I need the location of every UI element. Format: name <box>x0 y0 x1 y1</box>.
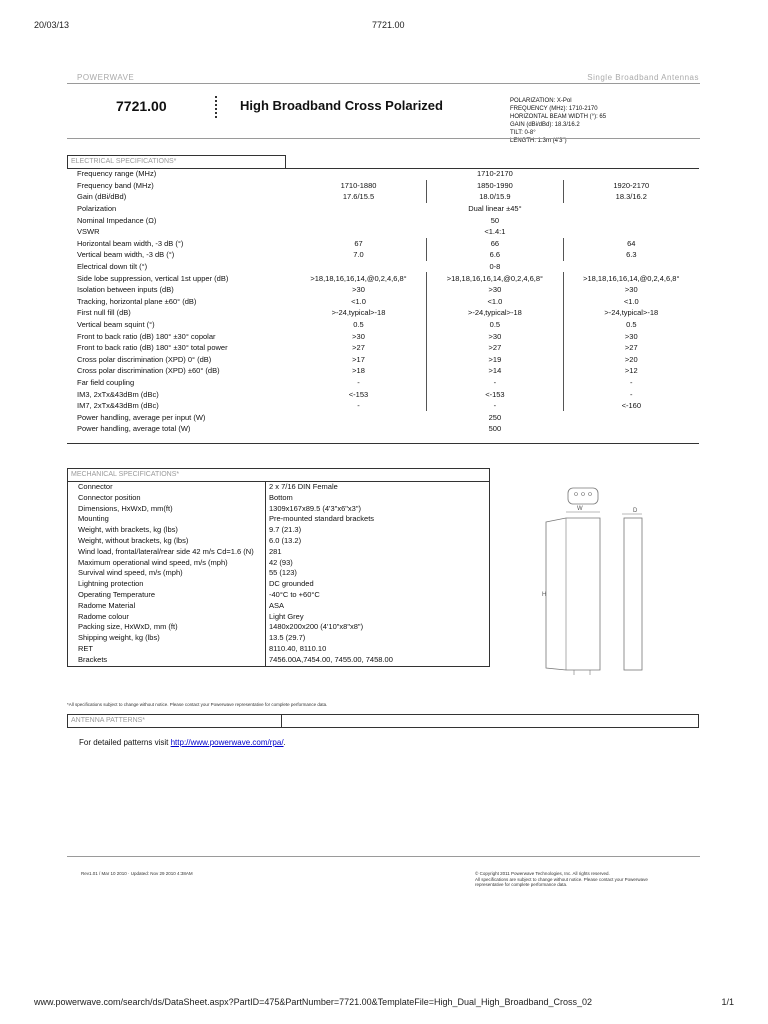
mechanical-row <box>68 547 490 558</box>
spec-value: >-24,typical>-18 <box>427 307 563 319</box>
spec-label: IM7, 2xTx&43dBm (dBc) <box>77 401 159 411</box>
spec-label: Connector position <box>68 493 266 504</box>
patterns-intro: For detailed patterns visit <box>79 738 171 747</box>
spec-value: >17 <box>352 354 365 364</box>
spec-value: 0.5 <box>563 319 699 331</box>
spec-label: Weight, with brackets, kg (lbs) <box>68 525 266 536</box>
electrical-row <box>67 400 699 412</box>
print-title: 7721.00 <box>372 20 405 30</box>
hole-marker <box>575 493 578 496</box>
spec-value: 50 <box>490 215 500 225</box>
mechanical-row <box>68 493 490 504</box>
spec-value: >27 <box>352 343 365 353</box>
spec-label: Frequency band (MHz) <box>77 180 154 190</box>
spec-label: Power handling, average total (W) <box>77 424 191 434</box>
spec-value: - <box>357 401 360 411</box>
mechanical-spec-table <box>67 481 490 667</box>
product-name: High Broadband Cross Polarized <box>240 98 443 113</box>
spec-value: 7.0 <box>353 250 364 260</box>
header-divider <box>67 83 700 84</box>
spec-value: >30 <box>427 330 563 342</box>
spec-value: 42 (93) <box>269 557 293 567</box>
electrical-section-header <box>67 155 286 169</box>
spec-value: >-24,typical>-18 <box>563 307 699 319</box>
spec-value: 1710-2170 <box>476 169 513 179</box>
spec-value: >30 <box>563 330 699 342</box>
specifications-note: *All specifications subject to change without notice. Please contact your Powerwave representative for complete performance data. <box>67 702 328 707</box>
spec-label: Electrical down tilt (°) <box>77 262 148 272</box>
electrical-row <box>67 354 699 366</box>
patterns-header-divider <box>281 715 282 727</box>
spec-value: 67 <box>354 238 363 248</box>
spec-value: <-153 <box>427 388 563 400</box>
summary-line: HORIZONTAL BEAM WIDTH (°): 65 <box>510 114 607 120</box>
spec-label: Radome Material <box>68 601 266 612</box>
spec-label: Packing size, HxWxD, mm (ft) <box>68 622 266 633</box>
copyright-block <box>475 871 648 888</box>
electrical-row <box>67 203 699 215</box>
spec-value: - <box>563 388 699 400</box>
spec-value: 55 (123) <box>269 568 297 578</box>
electrical-row <box>67 319 699 331</box>
spec-value: 0.5 <box>353 320 364 330</box>
spec-value: >27 <box>563 342 699 354</box>
electrical-row <box>67 226 699 238</box>
electrical-row <box>67 272 699 284</box>
spec-label: Far field coupling <box>77 377 135 387</box>
mechanical-row <box>68 525 490 536</box>
spec-value: <-160 <box>563 400 699 412</box>
electrical-row <box>67 423 699 435</box>
spec-value: 9.7 (21.3) <box>269 525 302 535</box>
brand-category: Single Broadband Antennas <box>587 73 699 82</box>
summary-line: POLARIZATION: X-Pol <box>510 98 572 104</box>
spec-value: 18.0/15.9 <box>427 191 563 203</box>
spec-value: - <box>427 377 563 389</box>
spec-value: 8110.40, 8110.10 <box>269 643 327 653</box>
electrical-row <box>67 191 699 203</box>
revision-info: Rev1.01 / Mar 10 2010 · Updated: Nov 29 2010 4:38AM <box>81 871 193 876</box>
electrical-row <box>67 296 699 308</box>
spec-value: 66 <box>427 238 563 250</box>
footer-divider <box>67 856 700 857</box>
spec-value: -40°C to +60°C <box>269 589 320 599</box>
spec-value: Dual linear ±45° <box>468 204 522 214</box>
spec-label: Cross polar discrimination (XPD) ±60° (dB) <box>77 366 220 376</box>
spec-value: 1850-1990 <box>427 180 563 192</box>
electrical-section-title: ELECTRICAL SPECIFICATIONS* <box>71 158 177 165</box>
spec-label: Lightning protection <box>68 579 266 590</box>
mechanical-row <box>68 655 490 666</box>
spec-value: >18,18,16,16,14,@0,2,4,6,8° <box>563 272 699 284</box>
spec-value: 64 <box>563 238 699 250</box>
electrical-row <box>67 214 699 226</box>
spec-value: ASA <box>269 600 285 610</box>
copyright-line: All specifications are subject to change without notice. Please contact your Powerwave <box>475 876 648 882</box>
spec-value: 281 <box>269 546 282 556</box>
spec-value: >14 <box>427 365 563 377</box>
w-label: W <box>577 506 583 512</box>
spec-label: Vertical beam squint (°) <box>77 320 155 330</box>
electrical-bottom-rule <box>67 443 699 444</box>
spec-value: >12 <box>563 365 699 377</box>
summary-line: TILT: 0-8° <box>510 130 536 136</box>
electrical-row <box>67 411 699 423</box>
electrical-row <box>67 388 699 400</box>
d-label: D <box>633 508 638 514</box>
spec-label: Radome colour <box>68 612 266 623</box>
spec-label: Cross polar discrimination (XPD) 0° (dB) <box>77 354 212 364</box>
spec-value: >30 <box>352 285 365 295</box>
patterns-suffix: . <box>283 738 286 747</box>
electrical-row <box>67 238 699 250</box>
copyright-line: © Copyright 2011 Powerwave Technologies, Inc. All rights reserved. <box>475 871 610 876</box>
brand-name: POWERWAVE <box>77 73 135 82</box>
electrical-row <box>67 249 699 261</box>
spec-label: IM3, 2xTx&43dBm (dBc) <box>77 389 159 399</box>
mechanical-row <box>68 601 490 612</box>
hole-marker <box>582 493 585 496</box>
spec-value: >18,18,16,16,14,@0,2,4,6,8° <box>427 272 563 284</box>
mechanical-row <box>68 504 490 515</box>
dotted-separator <box>215 96 217 118</box>
antenna-side-profile <box>546 518 600 670</box>
spec-value: 0.5 <box>427 319 563 331</box>
mechanical-row <box>68 568 490 579</box>
spec-value: >30 <box>427 284 563 296</box>
spec-label: Gain (dBi/dBd) <box>77 192 127 202</box>
spec-value: >18 <box>352 366 365 376</box>
spec-value: 6.3 <box>563 249 699 261</box>
spec-value: 7456.00A,7454.00, 7455.00, 7458.00 <box>269 654 393 664</box>
spec-value: >27 <box>427 342 563 354</box>
summary-line: FREQUENCY (MHz): 1710-2170 <box>510 106 598 112</box>
spec-value: <1.0 <box>351 296 366 306</box>
mechanical-row <box>68 482 490 493</box>
print-date: 20/03/13 <box>34 20 70 30</box>
spec-value: <1.0 <box>427 296 563 308</box>
spec-label: Vertical beam width, -3 dB (°) <box>77 250 175 260</box>
spec-value: 2 x 7/16 DIN Female <box>269 482 338 491</box>
mechanical-section-title: MECHANICAL SPECIFICATIONS* <box>71 471 180 478</box>
spec-label: Side lobe suppression, vertical 1st upper (dB) <box>77 273 229 283</box>
spec-label: Maximum operational wind speed, m/s (mph) <box>68 558 266 569</box>
part-number: 7721.00 <box>116 98 167 114</box>
spec-value: 6.0 (13.2) <box>269 535 302 545</box>
antenna-top-view <box>568 488 598 504</box>
patterns-section-header <box>67 714 699 728</box>
spec-label: Nominal Impedance (Ω) <box>77 215 157 225</box>
summary-line: GAIN (dBi/dBd): 18.3/16.2 <box>510 122 580 128</box>
spec-value: <1.4:1 <box>484 227 506 237</box>
patterns-section-title: ANTENNA PATTERNS* <box>71 717 146 724</box>
copyright-line: representative for complete performance data. <box>475 882 568 887</box>
spec-value: 500 <box>488 424 502 434</box>
electrical-row <box>67 365 699 377</box>
electrical-row <box>67 261 699 273</box>
electrical-row <box>67 180 699 192</box>
mechanical-row <box>68 579 490 590</box>
patterns-link[interactable]: http://www.powerwave.com/rpa/ <box>170 738 284 747</box>
spec-label: Polarization <box>77 204 117 214</box>
spec-label: VSWR <box>77 227 100 237</box>
spec-label: Isolation between inputs (dB) <box>77 285 174 295</box>
spec-value: 1920-2170 <box>563 180 699 192</box>
spec-label: Front to back ratio (dB) 180° ±30° total power <box>77 343 228 353</box>
spec-label: RET <box>68 644 266 655</box>
spec-label: First null fill (dB) <box>77 308 131 318</box>
spec-value: 17.6/15.5 <box>342 192 375 202</box>
spec-label: Brackets <box>68 655 266 666</box>
electrical-spec-table <box>67 168 699 435</box>
product-divider <box>67 138 700 139</box>
mechanical-row <box>68 633 490 644</box>
spec-label: Tracking, horizontal plane ±60° (dB) <box>77 296 197 306</box>
spec-value: 1480x200x200 (4'10"x8"x8") <box>269 622 364 632</box>
spec-value: <-153 <box>348 389 369 399</box>
print-page-number: 1/1 <box>721 997 734 1007</box>
antenna-dimension-drawing <box>530 484 670 680</box>
spec-label: Power handling, average per input (W) <box>77 412 206 422</box>
mechanical-row <box>68 558 490 569</box>
print-url: www.powerwave.com/search/ds/DataSheet.aspx?PartID=475&PartNumber=7721.00&TemplateFile=High_Dual_High_Broadband_Cross_02 <box>34 997 593 1007</box>
spec-value: 1710-1880 <box>340 180 377 190</box>
h-label: H <box>542 592 547 598</box>
mechanical-row <box>68 612 490 623</box>
spec-label: Connector <box>68 482 266 493</box>
spec-label: Dimensions, HxWxD, mm(ft) <box>68 504 266 515</box>
spec-value: 1309x167x89.5 (4'3"x6"x3") <box>269 503 361 513</box>
spec-value: 18.3/16.2 <box>563 191 699 203</box>
spec-value: >19 <box>427 354 563 366</box>
spec-label: Weight, without brackets, kg (lbs) <box>68 536 266 547</box>
electrical-row <box>67 342 699 354</box>
spec-value: >20 <box>563 354 699 366</box>
electrical-row <box>67 168 699 180</box>
spec-value: Light Grey <box>269 611 304 621</box>
electrical-row <box>67 307 699 319</box>
hole-marker <box>589 493 592 496</box>
spec-label: Front to back ratio (dB) 180° ±30° copolar <box>77 331 216 341</box>
spec-value: 13.5 (29.7) <box>269 633 306 643</box>
spec-value: - <box>357 377 360 387</box>
spec-value: 250 <box>488 412 502 422</box>
mechanical-row <box>68 536 490 547</box>
mechanical-row <box>68 644 490 655</box>
spec-value: - <box>427 400 563 412</box>
mechanical-row <box>68 514 490 525</box>
electrical-row <box>67 377 699 389</box>
spec-label: Operating Temperature <box>68 590 266 601</box>
spec-value: - <box>563 377 699 389</box>
electrical-row <box>67 284 699 296</box>
spec-value: >30 <box>352 331 365 341</box>
electrical-row <box>67 330 699 342</box>
spec-label: Horizontal beam width, -3 dB (°) <box>77 238 184 248</box>
mechanical-section-header <box>67 468 490 482</box>
patterns-text <box>79 738 286 747</box>
antenna-depth-view <box>624 518 642 670</box>
spec-label: Frequency range (MHz) <box>77 169 157 179</box>
summary-line: LENGTH: 1.3m (4'3") <box>510 138 567 144</box>
spec-value: >18,18,16,16,14,@0,2,4,6,8° <box>310 273 407 283</box>
spec-value: 6.6 <box>427 249 563 261</box>
spec-label: Wind load, frontal/lateral/rear side 42 m/s Cd=1.6 (N) <box>68 547 266 558</box>
mechanical-row <box>68 590 490 601</box>
mechanical-row <box>68 622 490 633</box>
spec-label: Survival wind speed, m/s (mph) <box>68 568 266 579</box>
spec-value: >30 <box>563 284 699 296</box>
spec-value: >-24,typical>-18 <box>331 308 386 318</box>
spec-value: 0-8 <box>489 262 501 272</box>
spec-value: <1.0 <box>563 296 699 308</box>
spec-label: Mounting <box>68 514 266 525</box>
spec-value: Bottom <box>269 492 293 502</box>
spec-value: Pre-mounted standard brackets <box>269 514 375 524</box>
spec-value: DC grounded <box>269 579 314 589</box>
spec-label: Shipping weight, kg (lbs) <box>68 633 266 644</box>
